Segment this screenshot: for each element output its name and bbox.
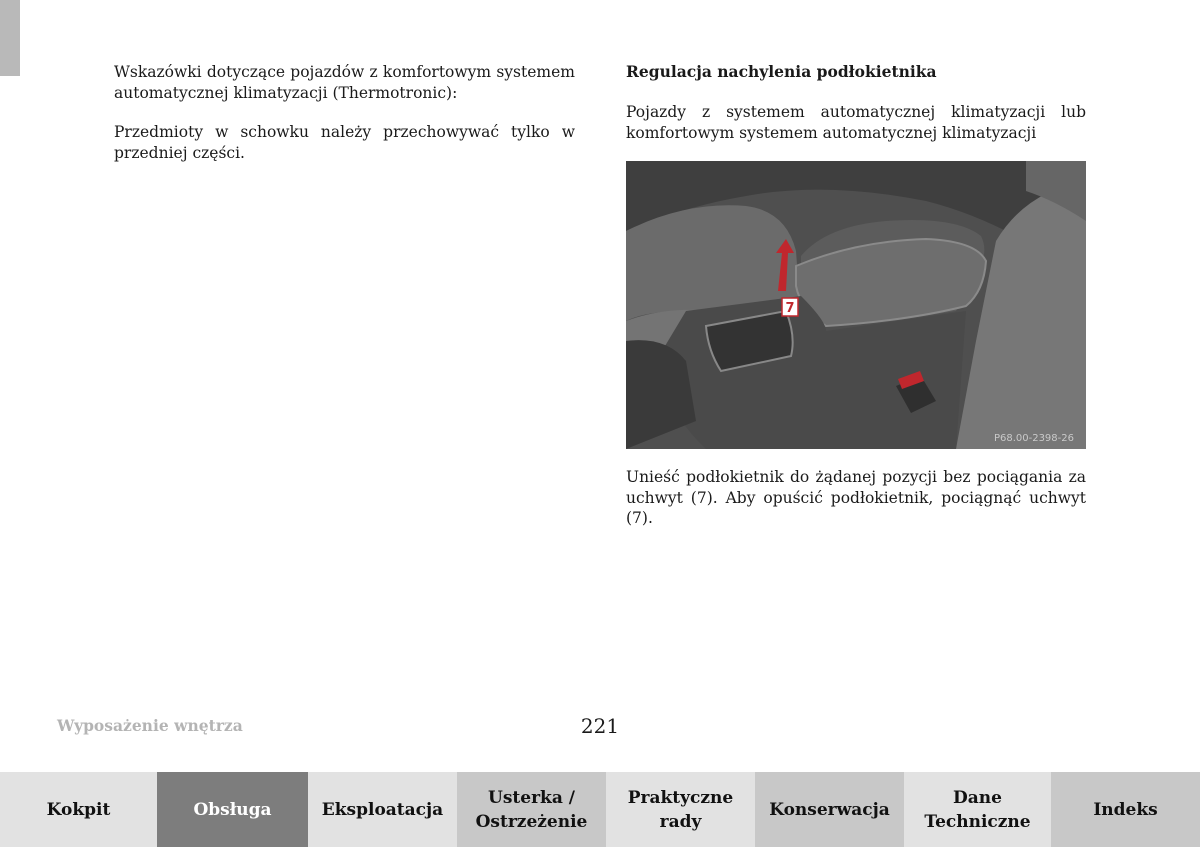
tab-obsluga[interactable]: Obsługa <box>157 772 308 847</box>
tab-eksploatacja[interactable]: Eksploatacja <box>308 772 457 847</box>
chapter-nav <box>0 772 1200 847</box>
image-code: P68.00-2398-26 <box>993 433 1074 444</box>
section-label: Wyposażenie wnętrza <box>57 716 243 735</box>
corner-tab-marker <box>0 0 20 76</box>
armrest-figure <box>626 161 1086 449</box>
tab-kokpit[interactable]: Kokpit <box>0 772 157 847</box>
tab-praktyczne-rady[interactable]: Praktyczne rady <box>606 772 755 847</box>
tab-indeks[interactable]: Indeks <box>1051 772 1200 847</box>
callout-number: 7 <box>785 301 795 316</box>
intro-paragraph: Pojazdy z systemem automatycznej klimatyzacji lub komfortowym systemem automatycznej klimatyzacji <box>626 103 1086 142</box>
storage-paragraph: Przedmioty w schowku należy przechowywać tylko w przedniej części. <box>114 123 575 162</box>
instruction-paragraph: Unieść podłokietnik do żądanej pozycji bez pociągania za uchwyt (7). Aby opuścić podłokietnik, pociągnąć uchwyt (7). <box>626 468 1086 527</box>
tab-konserwacja[interactable]: Konserwacja <box>755 772 904 847</box>
armrest-illustration <box>626 161 1086 449</box>
page-number: 221 <box>580 714 620 738</box>
notes-paragraph: Wskazówki dotyczące pojazdów z komfortowym systemem automatycznej klimatyzacji (Thermotronic): <box>114 63 575 102</box>
tab-usterka[interactable]: Usterka / Ostrzeżenie <box>457 772 606 847</box>
tab-dane-techniczne[interactable]: Dane Techniczne <box>904 772 1051 847</box>
section-heading: Regulacja nachylenia podłokietnika <box>626 62 937 81</box>
